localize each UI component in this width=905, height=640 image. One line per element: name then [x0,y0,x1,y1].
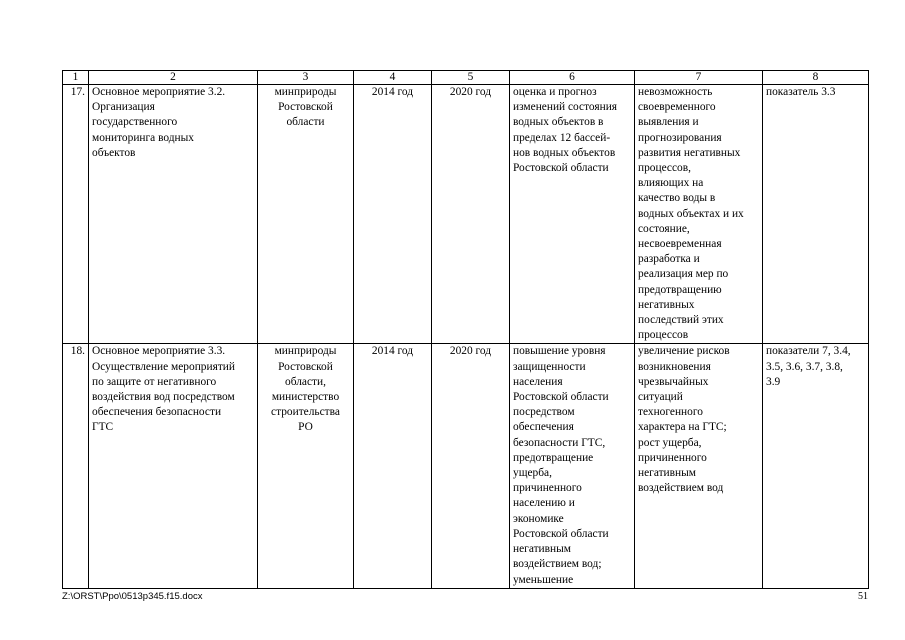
column-header-5: 5 [432,71,510,85]
indicators-text: показатели 7, 3.4, 3.5, 3.6, 3.7, 3.8, 3.9 [766,345,851,388]
footer-page-number: 51 [858,591,868,602]
table-row [63,344,869,588]
measure-name-text: Основное мероприятие 3.2. Организация государственного мониторинга водных объектов [92,86,226,159]
indicators-cell [763,344,869,588]
column-header-1: 1 [63,71,89,85]
column-header-2: 2 [89,71,258,85]
measure-name-cell [89,85,258,344]
table-row [63,85,869,344]
table-header-row [63,71,869,85]
column-header-3: 3 [258,71,354,85]
end-year-text: 2020 год [449,86,492,98]
expected-result-cell [510,85,635,344]
executor-text: минприроды Ростовской области, министерство строительства РО [271,345,340,434]
measure-name-text: Основное мероприятие 3.3. Осуществление мероприятий по защите от негативного воздействия вод посредством обеспечения безопасности ГТС [92,345,235,434]
start-year-text: 2014 год [371,345,414,358]
row-number [63,344,89,588]
indicators-text: показатель 3.3 [766,86,836,98]
end-year-text: 2020 год [449,345,492,358]
executor-cell [258,344,354,588]
footer-file-path: Z:\ORST\Ppo\0513p345.f15.docx [62,591,203,602]
executor-text: минприроды Ростовской области [274,86,337,129]
consequences-text: невозможность своевременного выявления и прогнозирования развития негативных процессов, влияющих на качество воды в водных объектах и их состояние, несвоевременная разработка и реализация мер по предотвращению негативных последствий этих процессов [638,86,744,342]
column-header-6: 6 [510,71,635,85]
start-year-text: 2014 год [371,86,414,98]
expected-result-text: повышение уровня защищенности населения Ростовской области посредством обеспечения безопасности ГТС, предотвращение ущерба, причиненного населению и экономике Ростовской области негативным воздействием вод; уменьшение [513,345,609,586]
start-year-cell [354,344,432,588]
expected-result-text: оценка и прогноз изменений состояния водных объектов в пределах 12 бассей- нов водных объектов Ростовской области [513,86,618,175]
consequences-text: увеличение рисков возникновения чрезвычайных ситуаций техногенного характера на ГТС; рост ущерба, причиненного негативным воздействием вод [638,345,730,495]
consequences-cell [635,344,763,588]
row-number-text: 17. [70,86,85,98]
column-header-7: 7 [635,71,763,85]
end-year-cell [432,85,510,344]
end-year-cell [432,344,510,588]
indicators-cell [763,85,869,344]
start-year-cell [354,85,432,344]
expected-result-cell [510,344,635,588]
column-header-8: 8 [763,71,869,85]
row-number-text: 18. [70,345,85,358]
column-header-4: 4 [354,71,432,85]
consequences-cell [635,85,763,344]
measure-name-cell [89,344,258,588]
executor-cell [258,85,354,344]
measures-table [62,70,869,589]
row-number [63,85,89,344]
